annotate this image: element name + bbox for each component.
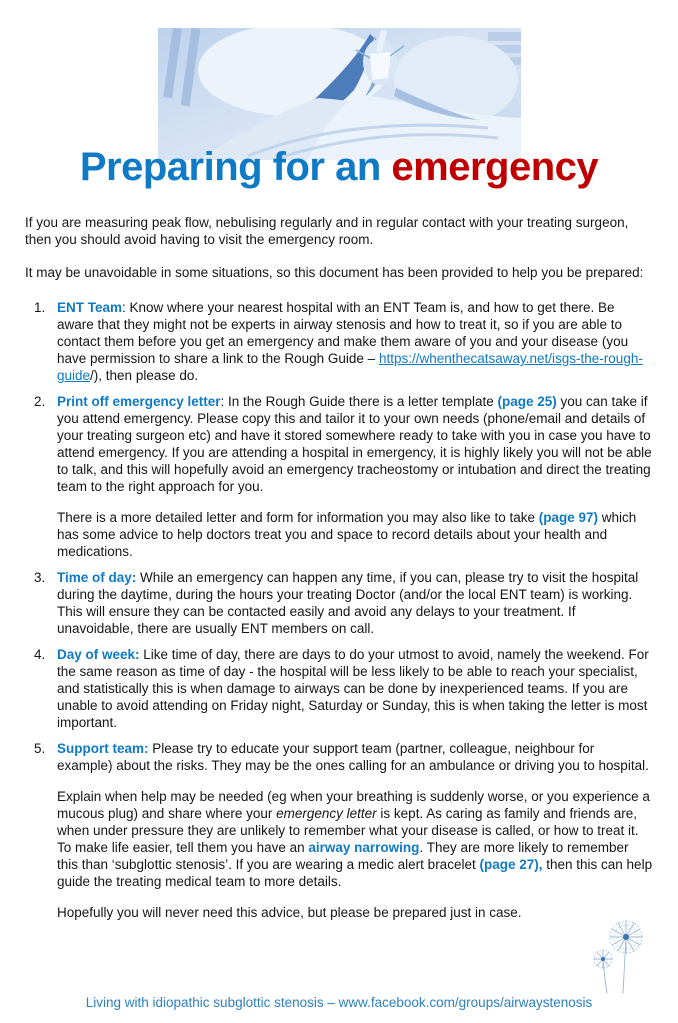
list-number: 1. xyxy=(34,300,46,315)
list-paragraph xyxy=(57,299,653,384)
dandelion-stem xyxy=(623,937,626,993)
dandelion-stem xyxy=(603,959,607,993)
page-title xyxy=(0,144,678,190)
list-paragraph xyxy=(57,904,653,921)
page-97-ref[interactable]: (page 97) xyxy=(538,510,599,525)
list-item-body xyxy=(57,740,653,921)
text-segment: Support team: xyxy=(57,741,149,756)
list-number: 3. xyxy=(34,570,46,585)
list-number: 5. xyxy=(34,741,46,756)
list-item-ent-team xyxy=(25,299,653,384)
footer-text xyxy=(0,994,678,1011)
text-segment: Living with idiopathic subglottic stenosis – xyxy=(85,995,339,1010)
text-segment: ENT Team xyxy=(57,300,123,315)
text-segment: Explain when help may be needed (eg when your breathing is suddenly worse, or you experience a mucous plug) and share where your xyxy=(57,789,650,821)
text-segment: /), then please do. xyxy=(90,368,199,383)
list-item-day-of-week xyxy=(25,646,653,731)
text-segment: Please try to educate your support team (partner, colleague, neighbour for example) about the risks. They may be the ones calling for an ambulance or driving you to hospital. xyxy=(57,741,649,773)
text-segment: There is a more detailed letter and form for information you may also like to take xyxy=(57,510,539,525)
rough-guide-link[interactable]: https://whenthecatsaway.net/isgs-the-rough-guide xyxy=(57,351,643,383)
text-segment: : Know where your nearest hospital with an ENT Team is, and how to get there. Be aware that they might not be experts in airway stenosis and how to treat it, so if you are able to contact them before you get an emergency and make them aware of you and your disease (you have permission to share a link to the Rough Guide – xyxy=(57,300,629,366)
list-item-body xyxy=(57,646,653,731)
list-paragraph xyxy=(57,569,653,637)
list-item-body xyxy=(57,393,653,560)
text-segment: is kept. As caring as family and friends are, when under pressure they are unlikely to remember what your disease is called, or how to treat it. To make life easier, tell them you have an xyxy=(57,806,639,855)
list-number: 2. xyxy=(34,394,46,409)
text-segment: Time of day: xyxy=(57,570,137,585)
list-item-time-of-day xyxy=(25,569,653,637)
text-segment: Day of week: xyxy=(57,647,140,662)
list-paragraph xyxy=(57,393,653,495)
list-paragraph xyxy=(57,646,653,731)
text-segment: While an emergency can happen any time, if you can, please try to visit the hospital during the daytime, during the hours your treating Doctor (and/or the local ENT team) is working. This will ensure they can be contacted easily and avoid any delays to your treatment. If unavoidable, there are usually ENT members on call. xyxy=(57,570,639,636)
text-segment: It may be unavoidable in some situations, so this document has been provided to help you be prepared: xyxy=(25,265,644,280)
intro-paragraph-2 xyxy=(25,264,653,281)
text-segment: If you are measuring peak flow, nebulising regularly and in regular contact with your treating surgeon, then you should avoid having to visit the emergency room. xyxy=(25,215,629,247)
hero-image-patient-in-hospital-bed xyxy=(158,28,521,160)
numbered-list xyxy=(25,299,653,921)
text-segment: . They are more likely to remember this than ‘subglottic stenosis’. If you are wearing a medic alert bracelet xyxy=(57,840,629,872)
text-segment: Print off emergency letter xyxy=(57,394,221,409)
text-segment: then this can help guide the treating medical team to more details. xyxy=(57,857,653,889)
intro-paragraph-1 xyxy=(25,214,653,248)
list-paragraph xyxy=(57,509,653,560)
text-segment: Like time of day, there are days to do your utmost to avoid, namely the weekend. For the same reason as time of day - the hospital will be less likely to be able to reach your specialist, and statistically this is when damage to airways can be done by inexperienced teams. If you are unable to avoid attending on Friday night, Saturday or Sunday, this is when taking the letter is most important. xyxy=(57,647,649,730)
list-item-emergency-letter xyxy=(25,393,653,560)
page-25-ref[interactable]: (page 25) xyxy=(497,394,557,409)
text-segment: you can take if you attend emergency. Please copy this and tailor it to your own needs (phone/email and details of your treating surgeon etc) and have it stored somewhere ready to take with you in case you have to attend emergency. If you are attending a hospital in emergency, it is highly likely you will not be able to talk, and this will hopefully avoid an emergency tracheostomy or intubation and direct the treating team to the right approach for you. xyxy=(57,394,652,494)
list-item-support-team xyxy=(25,740,653,921)
text-segment: : In the Rough Guide there is a letter template xyxy=(220,394,498,409)
text-segment: airway narrowing xyxy=(308,840,420,855)
list-number: 4. xyxy=(34,647,46,662)
facebook-group-url[interactable]: www.facebook.com/groups/airwaystenosis xyxy=(338,995,593,1010)
page-title-blue-part: Preparing for an xyxy=(79,145,392,189)
page-27-ref[interactable]: (page 27), xyxy=(479,857,543,872)
document-body xyxy=(0,214,678,921)
dandelion-illustration xyxy=(590,917,652,995)
list-paragraph xyxy=(57,788,653,890)
list-item-body xyxy=(57,299,653,384)
text-segment: Hopefully you will never need this advice, but please be prepared just in case. xyxy=(57,905,522,920)
text-segment: which has some advice to help doctors treat you and space to record details about your health and medications. xyxy=(57,510,637,559)
list-item-body xyxy=(57,569,653,637)
list-paragraph xyxy=(57,740,653,774)
oxygen-mask xyxy=(370,52,391,80)
page-title-red-part: emergency xyxy=(391,145,599,189)
text-segment: emergency letter xyxy=(276,806,377,821)
